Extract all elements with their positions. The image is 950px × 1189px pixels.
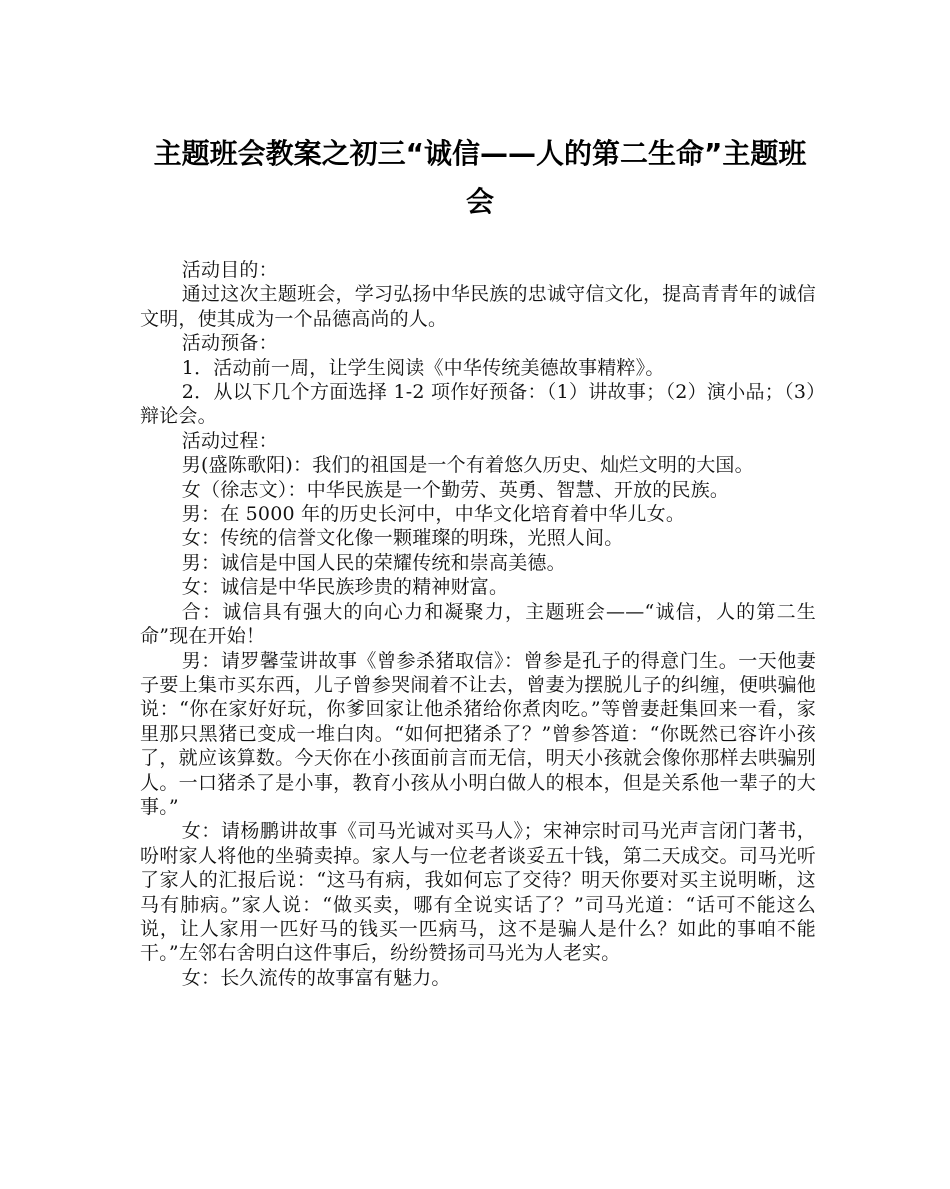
paragraph-preparation-heading: 活动预备：	[181, 332, 278, 355]
paragraph-dialogue: 男：诚信是中国人民的荣耀传统和崇高美德。	[181, 551, 566, 574]
paragraph-dialogue: 男(盛陈歌阳)：我们的祖国是一个有着悠久历史、灿烂文明的大国。	[181, 454, 754, 477]
paragraph-purpose-text: 通过这次主题班会，学习弘扬中华民族的忠诚守信文化，提高青青年的诚信文明，使其成为一个品德高尚的人。	[140, 283, 816, 330]
paragraph-dialogue: 男：在 5000 年的历史长河中，中华文化培育着中华儿女。	[181, 503, 686, 526]
paragraph-dialogue: 女（徐志文）：中华民族是一个勤劳、英勇、智慧、开放的民族。	[181, 478, 730, 501]
paragraph-dialogue: 女：诚信是中华民族珍贵的精神财富。	[181, 576, 509, 599]
paragraph-dialogue: 合：诚信具有强大的向心力和凝聚力，主题班会——“诚信，人的第二生命”现在开始！	[140, 600, 816, 648]
paragraph-dialogue: 女：传统的信誉文化像一颗璀璨的明珠，光照人间。	[181, 527, 624, 550]
paragraph-dialogue: 女：长久流传的故事富有魅力。	[181, 966, 451, 989]
paragraph-story-zengshen: 男：请罗馨莹讲故事《曾参杀猪取信》：曾参是孔子的得意门生。一天他妻子要上集市买东西，儿子曾参哭闹着不让去，曾妻为摆脱儿子的纠缠，便哄骗他说：“你在家好好玩，你爹回家让他杀猪给你煮肉吃。”等曾妻赶集回来一看，家里那只黑猪已变成一堆白肉。“如何把猪杀了？”曾参答道：“你既然已容许小孩了，就应该算数。今天你在小孩面前言而无信，明天小孩就会像你那样去哄骗别人。一口猪杀了是小事，教育小孩从小明白做人的根本，但是关系他一辈子的大事。”	[140, 649, 816, 818]
paragraph-preparation-item-1: 1．活动前一周，让学生阅读《中华传统美德故事精粹》。	[181, 356, 665, 379]
paragraph-purpose-heading: 活动目的：	[181, 259, 278, 281]
paragraph-process-heading: 活动过程：	[181, 429, 278, 452]
paragraph-preparation-item-2: 2．从以下几个方面选择 1-2 项作好预备：（1）讲故事；（2）演小品；（3）辩论会。	[140, 381, 816, 428]
paragraph-story-simaguang: 女：请杨鹏讲故事《司马光诚对买马人》；宋神宗时司马光声言闭门著书，吩咐家人将他的坐骑卖掉。家人与一位老者谈妥五十钱，第二天成交。司马光听了家人的汇报后说：“这马有病，我如何忘了交待？明天你要对买主说明晰，这马有肺病。”家人说：“做买卖，哪有全说实话了？”司马光道：“话可不能这么说，让人家用一匹好马的钱买一匹病马，这不是骗人是什么？如此的事咱不能干。”左邻右舍明白这件事后，纷纷赞扬司马光为人老实。	[140, 820, 816, 965]
document-title: 主题班会教案之初三“诚信——人的第二生命”主题班会	[153, 137, 807, 218]
document-body	[140, 258, 816, 990]
